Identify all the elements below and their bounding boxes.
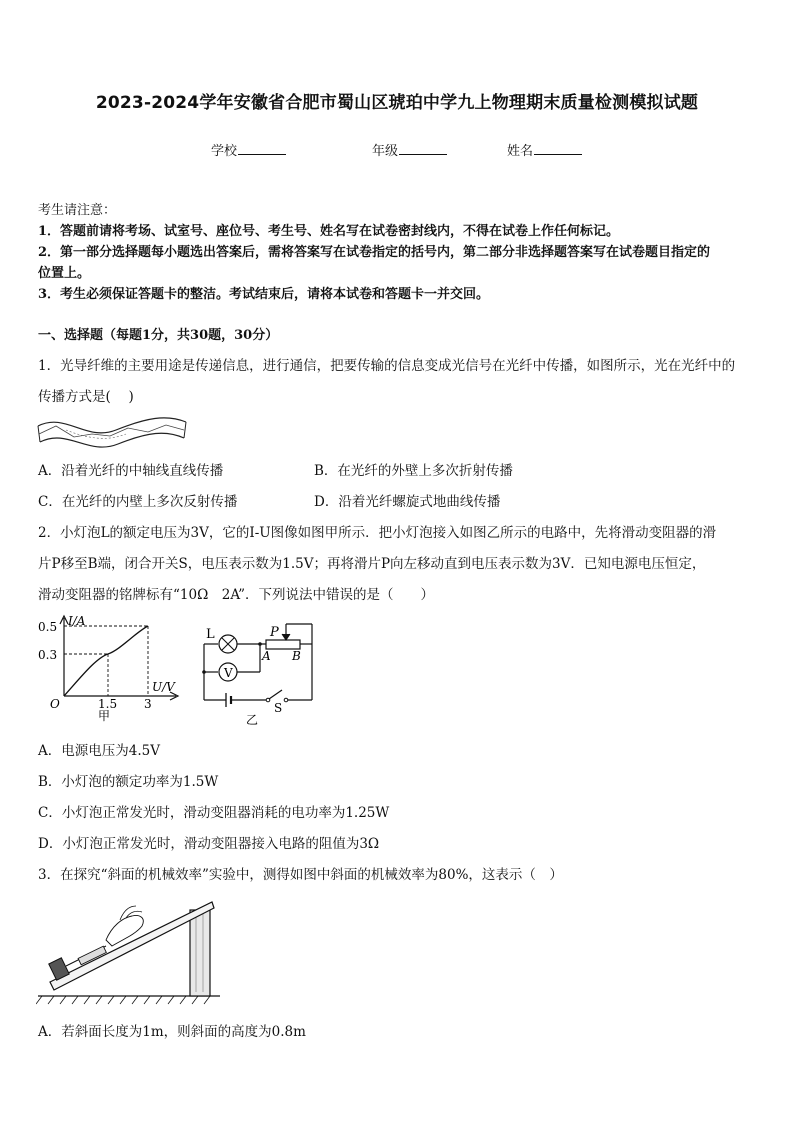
question-1-text: 1．光导纤维的主要用途是传递信息，进行通信，把要传输的信息变成光信号在光纤中传播，如图所示，光在光纤中的 bbox=[38, 358, 736, 374]
question-2-option-b[interactable]: B．小灯泡的额定功率为1.5W bbox=[38, 774, 219, 790]
question-1-option-d[interactable]: D．沿着光纤螺旋式地曲线传播 bbox=[314, 494, 501, 510]
graph-y-tick: 0.5 bbox=[38, 620, 58, 634]
question-2-text: 2．小灯泡L的额定电压为3V，它的I-U图像如图甲所示．把小灯泡接入如图乙所示的电路中，先将滑动变阻器的滑 bbox=[38, 525, 717, 541]
question-2-option-a[interactable]: A．电源电压为4.5V bbox=[38, 743, 160, 759]
notice-item: 3．考生必须保证答题卡的整洁。考试结束后，请将本试卷和答题卡一并交回。 bbox=[38, 287, 490, 302]
grade-label: 年级 bbox=[372, 144, 399, 159]
name-field[interactable] bbox=[507, 140, 582, 159]
question-3-option-a[interactable]: A．若斜面长度为1m，则斜面的高度为0.8m bbox=[38, 1024, 306, 1040]
switch-label: S bbox=[274, 701, 283, 715]
question-1-option-b[interactable]: B．在光纤的外壁上多次折射传播 bbox=[314, 463, 513, 479]
grade-blank[interactable] bbox=[399, 142, 447, 155]
graph-origin: O bbox=[50, 697, 60, 711]
school-blank[interactable] bbox=[238, 142, 286, 155]
notice-item: 1．答题前请将考场、试室号、座位号、考生号、姓名写在试卷密封线内，不得在试卷上作任何标记。 bbox=[38, 224, 620, 239]
iu-graph bbox=[36, 612, 186, 724]
lamp-label: L bbox=[206, 627, 215, 642]
end-b-label: B bbox=[292, 649, 301, 663]
graph-caption: 甲 bbox=[98, 709, 111, 723]
circuit-diagram bbox=[190, 612, 320, 730]
question-2-text: 片P移至B端，闭合开关S，电压表示数为1.5V；再将滑片P向左移动直到电压表示数为3V．已知电源电压恒定， bbox=[38, 556, 706, 572]
section-heading: 一、选择题（每题1分，共30题，30分） bbox=[38, 328, 279, 343]
end-a-label: A bbox=[262, 649, 271, 663]
question-2-text: 滑动变阻器的铭牌标有“10Ω 2A”．下列说法中错误的是（ ） bbox=[38, 587, 435, 603]
notice-item: 2．第一部分选择题每小题选出答案后，需将答案写在试卷指定的括号内，第二部分非选择题答案写在试卷题目指定的 bbox=[38, 245, 711, 260]
graph-x-label: U/V bbox=[152, 680, 175, 694]
question-1-text: 传播方式是( ) bbox=[38, 389, 134, 405]
notice-heading: 考生请注意： bbox=[38, 203, 117, 218]
question-1-option-c[interactable]: C．在光纤的内壁上多次反射传播 bbox=[38, 494, 238, 510]
inclined-plane-figure bbox=[36, 888, 222, 1006]
voltmeter-symbol: V bbox=[224, 666, 233, 680]
notice-item: 位置上。 bbox=[38, 266, 91, 281]
graph-x-tick: 1.5 bbox=[98, 697, 118, 711]
graph-x-tick: 3 bbox=[144, 697, 152, 711]
question-2-option-d[interactable]: D．小灯泡正常发光时，滑动变阻器接入电路的阻值为3Ω bbox=[38, 836, 380, 852]
question-1-option-a[interactable]: A．沿着光纤的中轴线直线传播 bbox=[38, 463, 224, 479]
question-3-text: 3．在探究“斜面的机械效率”实验中，测得如图中斜面的机械效率为80%，这表示（ ） bbox=[38, 867, 563, 883]
circuit-caption: 乙 bbox=[246, 713, 259, 727]
school-label: 学校 bbox=[211, 144, 238, 159]
graph-y-label: I/A bbox=[68, 614, 86, 628]
optical-fiber-figure bbox=[36, 412, 188, 454]
grade-field[interactable] bbox=[372, 140, 447, 159]
page-title: 2023-2024学年安徽省合肥市蜀山区琥珀中学九上物理期末质量检测模拟试题 bbox=[95, 93, 699, 113]
question-2-option-c[interactable]: C．小灯泡正常发光时，滑动变阻器消耗的电功率为1.25W bbox=[38, 805, 390, 821]
slider-label: P bbox=[270, 625, 279, 640]
graph-y-tick: 0.3 bbox=[38, 648, 58, 662]
name-label: 姓名 bbox=[507, 144, 534, 159]
school-field[interactable] bbox=[211, 140, 286, 159]
name-blank[interactable] bbox=[534, 142, 582, 155]
